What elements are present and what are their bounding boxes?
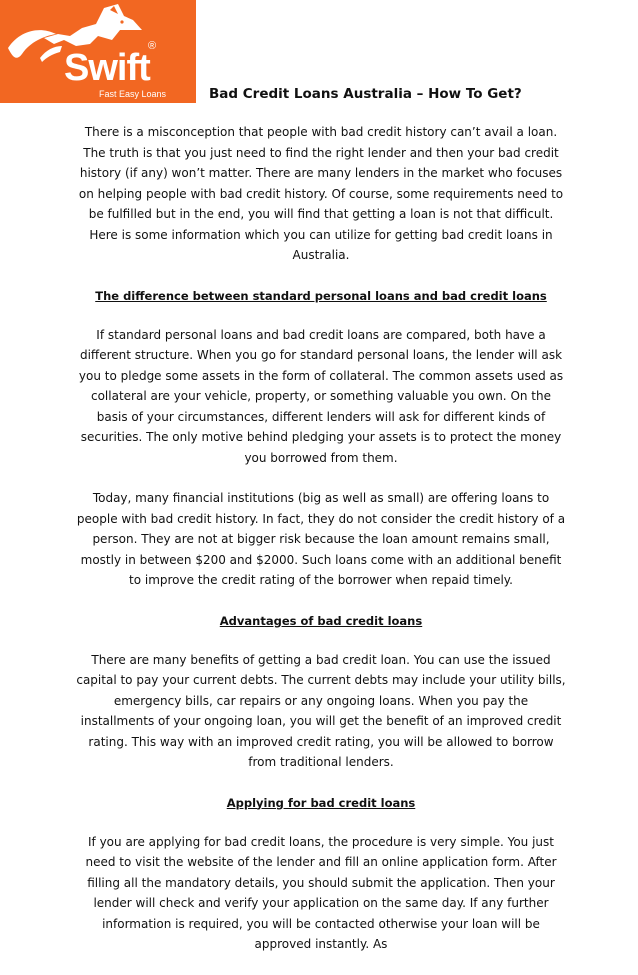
intro-paragraph: There is a misconception that people with bad credit history can’t avail a loan. The truth is that you just need to find the right lender and then your bad credit history (if any) won’t matter. There are many lenders in the market who focuses on helping people with bad credit history. Of course, some requirements need to be fulfilled but in the end, you will find that getting a loan is not that difficult. Here is some information which you can utilize for getting bad credit loans in Australia. bbox=[78, 125, 564, 262]
section-heading: Advantages of bad credit loans bbox=[219, 613, 423, 628]
logo-wordmark: Swift bbox=[64, 47, 150, 89]
registered-mark: ® bbox=[148, 40, 157, 52]
body-paragraph: Today, many financial institutions (big as well as small) are offering loans to people with bad credit history. In fact, they do not consider the credit history of a person. They are not at bigger risk because the loan amount remains small, mostly in between $200 and $2000. Such loans come with an additional benefit to improve the credit rating of the borrower when repaid timely. bbox=[76, 491, 566, 587]
body-paragraph: If standard personal loans and bad credit loans are compared, both have a different structure. When you go for standard personal loans, the lender will ask you to pledge some assets in the form of collateral. The common assets used as collateral are your vehicle, property, or something valuable you own. On the basis of your circumstances, different lenders will ask for different kinds of securities. The only motive behind pledging your assets is to protect the money you borrowed from them. bbox=[78, 327, 564, 465]
section-heading: Applying for bad credit loans bbox=[226, 795, 416, 810]
document-body bbox=[76, 122, 566, 975]
section-heading: The difference between standard personal loans and bad credit loans bbox=[95, 288, 547, 303]
swift-logo bbox=[0, 0, 196, 103]
body-paragraph: There are many benefits of getting a bad credit loan. You can use the issued capital to pay your current debts. The current debts may include your utility bills, emergency bills, car repairs or any ongoing loans. When you pay the installments of your ongoing loan, you will get the benefit of an improved credit rating. This way with an improved credit rating, you will be allowed to borrow from traditional lenders. bbox=[76, 652, 566, 769]
body-paragraph: If you are applying for bad credit loans, the procedure is very simple. You just need to visit the website of the lender and fill an online application form. After filling all the mandatory details, you should submit the application. Then your lender will check and verify your application on the same day. If any further information is required, you will be contacted otherwise your loan will be approved instantly. As bbox=[85, 834, 557, 951]
logo-tagline: Fast Easy Loans bbox=[99, 89, 167, 99]
document-title: Bad Credit Loans Australia – How To Get? bbox=[209, 86, 522, 102]
